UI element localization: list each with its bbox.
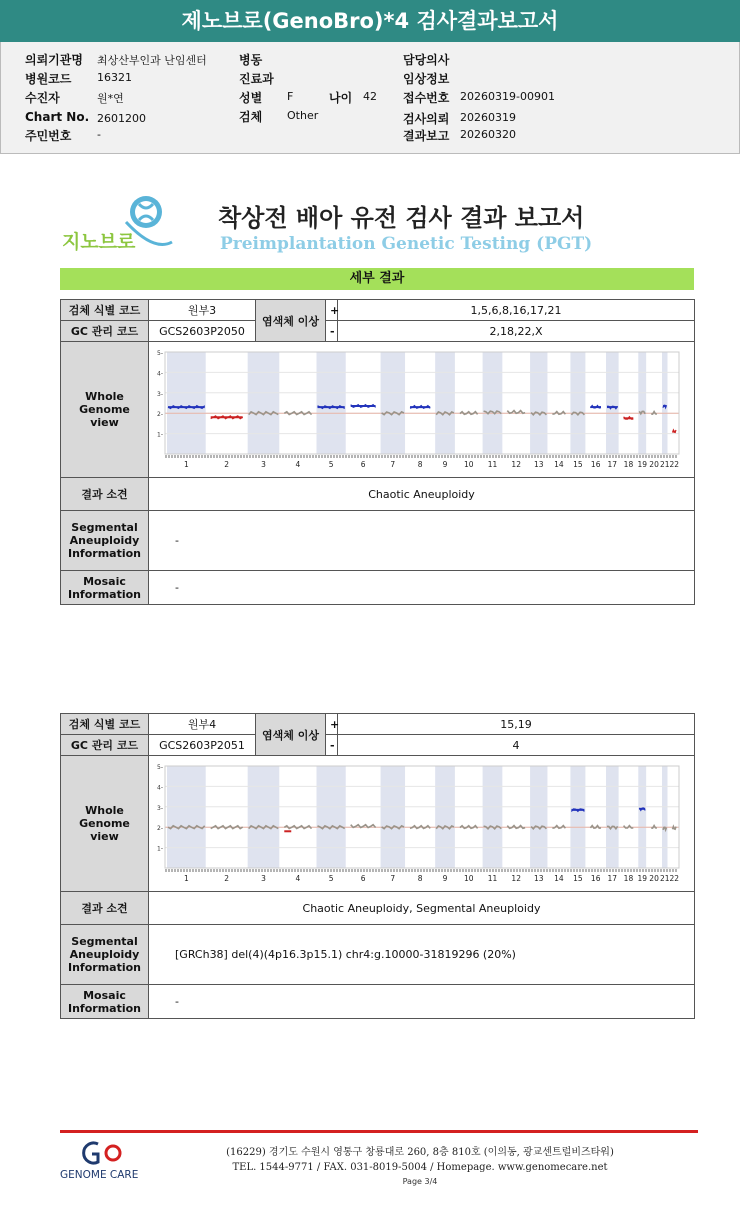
gain-sign: + xyxy=(326,714,338,735)
finding-label: 결과 소견 xyxy=(61,892,149,925)
segmental-value: - xyxy=(149,511,695,571)
chromosome-band xyxy=(570,352,585,454)
x-tick-label: 16 xyxy=(590,874,601,883)
page-number: Page 3/4 xyxy=(402,1177,438,1186)
segment-points-chr21 xyxy=(663,827,667,830)
x-tick-label: 22 xyxy=(669,460,680,469)
ward-label: 병동 xyxy=(239,53,263,67)
request-date-label: 검사의뢰 xyxy=(403,112,450,126)
chromosome-band xyxy=(167,352,206,454)
gc-code-value: GCS2603P2050 xyxy=(149,321,256,342)
y-tick-label: 5- xyxy=(157,350,163,357)
x-tick-label: 7 xyxy=(390,874,396,883)
gain-chromosomes: 15,19 xyxy=(338,714,695,735)
finding-value: Chaotic Aneuploidy, Segmental Aneuploidy xyxy=(149,892,695,925)
x-tick-label: 9 xyxy=(442,874,448,883)
whole-genome-chart xyxy=(149,756,694,888)
institution-label: 의뢰기관명 xyxy=(25,53,83,67)
chromosome-band xyxy=(317,766,346,868)
loss-sign: - xyxy=(326,321,338,342)
x-tick-label: 12 xyxy=(511,874,521,883)
chromosome-band xyxy=(167,766,206,868)
sample-id-value: 원부3 xyxy=(149,300,256,321)
chromosome-band xyxy=(483,352,503,454)
mosaic-label: Mosaic Information xyxy=(61,985,149,1019)
sample-id-value: 원부4 xyxy=(149,714,256,735)
segment-points-chr8 xyxy=(410,826,430,829)
x-tick-label: 14 xyxy=(554,460,564,469)
section-title-bar: 세부 결과 xyxy=(60,268,694,290)
x-tick-label: 14 xyxy=(554,874,564,883)
x-tick-label: 16 xyxy=(590,460,601,469)
contact-line: TEL. 1544-9771 / FAX. 031-8019-5004 / Homepage. www.genomecare.net xyxy=(232,1162,608,1173)
request-date-value: 20260319 xyxy=(460,111,516,124)
footer-address xyxy=(160,1145,680,1175)
x-tick-label: 21 xyxy=(659,460,670,469)
y-tick-label: 4- xyxy=(157,784,163,792)
gc-code-label: GC 관리 코드 xyxy=(61,735,149,756)
y-tick-label: 3- xyxy=(157,804,163,812)
rrn-label: 주민번호 xyxy=(25,129,72,143)
age-label: 나이 xyxy=(329,91,353,105)
chromosome-band xyxy=(483,766,503,868)
chart-no-label: Chart No. xyxy=(25,110,90,124)
x-tick-label: 4 xyxy=(295,874,301,883)
x-tick-label: 10 xyxy=(463,460,474,469)
gc-code-value: GCS2603P2051 xyxy=(149,735,256,756)
logo-text: 지노브로 xyxy=(62,231,136,253)
sample-result-table-2 xyxy=(60,713,695,1019)
x-tick-label: 1 xyxy=(183,874,189,883)
finding-label: 결과 소견 xyxy=(61,478,149,511)
chromosome-band xyxy=(248,766,280,868)
x-tick-label: 17 xyxy=(607,874,618,883)
finding-value: Chaotic Aneuploidy xyxy=(149,478,695,511)
x-tick-label: 13 xyxy=(533,874,544,883)
patient-info-panel xyxy=(0,42,740,154)
x-tick-label: 6 xyxy=(360,460,366,469)
hospital-code-label: 병원코드 xyxy=(25,72,72,86)
receipt-no-label: 접수번호 xyxy=(403,91,450,105)
y-tick-label: 5- xyxy=(157,764,163,771)
segment-points-chr12 xyxy=(507,411,525,414)
x-tick-label: 8 xyxy=(417,874,423,883)
x-tick-label: 22 xyxy=(669,874,680,883)
loss-sign: - xyxy=(326,735,338,756)
x-tick-label: 12 xyxy=(511,460,521,469)
mosaic-label: Mosaic Information xyxy=(61,571,149,605)
x-tick-label: 4 xyxy=(295,460,301,469)
segmental-label: Segmental Aneuploidy Information xyxy=(61,925,149,985)
loss-chromosomes: 2,18,22,X xyxy=(338,321,695,342)
mosaic-value: - xyxy=(149,985,695,1019)
x-tick-label: 3 xyxy=(261,460,266,469)
gc-code-label: GC 관리 코드 xyxy=(61,321,149,342)
sample-result-table-1 xyxy=(60,299,695,605)
segment-points-chr4 xyxy=(284,412,311,415)
x-tick-label: 11 xyxy=(487,874,498,883)
chromosome-band xyxy=(435,766,455,868)
chromosome-band xyxy=(530,352,547,454)
address-line: (16229) 경기도 수원시 영통구 창룡대로 260, 8층 810호 (이의동, 광교센트럴비즈타워) xyxy=(226,1147,614,1158)
segment-points-chr22 xyxy=(673,827,677,830)
x-tick-label: 9 xyxy=(442,460,448,469)
chart-no-value: 2601200 xyxy=(97,112,146,125)
age-value: 42 xyxy=(363,90,377,103)
x-tick-label: 21 xyxy=(659,874,670,883)
company-name: GENOME CARE xyxy=(60,1169,139,1181)
x-tick-label: 15 xyxy=(573,874,583,883)
sex-value: F xyxy=(287,90,294,103)
chrom-abnormality-label: 염색체 이상 xyxy=(256,714,326,756)
x-tick-label: 7 xyxy=(390,460,396,469)
chromosome-band xyxy=(530,766,547,868)
x-tick-label: 5 xyxy=(328,874,334,883)
chromosome-band xyxy=(435,352,455,454)
x-tick-label: 19 xyxy=(637,460,647,469)
mosaic-value: - xyxy=(149,571,695,605)
segmental-value: [GRCh38] del(4)(4p16.3p15.1) chr4:g.10000-31819296 (20%) xyxy=(149,925,695,985)
x-tick-label: 8 xyxy=(417,460,423,469)
x-tick-label: 19 xyxy=(637,874,647,883)
gain-chromosomes: 1,5,6,8,16,17,21 xyxy=(338,300,695,321)
sex-label: 성별 xyxy=(239,91,263,105)
plot-frame xyxy=(165,352,679,454)
chrom-abnormality-label: 염색체 이상 xyxy=(256,300,326,342)
chromosome-band xyxy=(638,352,646,454)
y-tick-label: 2- xyxy=(157,825,163,833)
segmental-label: Segmental Aneuploidy Information xyxy=(61,511,149,571)
y-tick-label: 1- xyxy=(157,845,163,853)
chromosome-band xyxy=(606,352,619,454)
clinical-info-label: 임상정보 xyxy=(403,72,450,86)
loss-chromosomes: 4 xyxy=(338,735,695,756)
report-date-value: 20260320 xyxy=(460,128,516,141)
genome-care-logo xyxy=(58,1140,158,1185)
report-header-title: 제노브로(GenoBro)*4 검사결과보고서 xyxy=(0,0,740,42)
whole-genome-plot-cell xyxy=(149,342,695,478)
x-tick-label: 17 xyxy=(607,460,618,469)
chromosome-band xyxy=(638,766,646,868)
report-subtitle: Preimplantation Genetic Testing (PGT) xyxy=(220,234,593,254)
x-tick-label: 3 xyxy=(261,874,266,883)
x-tick-label: 11 xyxy=(487,460,498,469)
whole-genome-chart xyxy=(149,342,694,474)
x-tick-label: 20 xyxy=(649,874,659,883)
x-tick-label: 2 xyxy=(224,460,230,469)
whole-genome-label: Whole Genome view xyxy=(61,342,149,478)
dept-label: 진료과 xyxy=(239,72,274,86)
x-tick-label: 5 xyxy=(328,460,334,469)
patient-label: 수진자 xyxy=(25,91,60,105)
chromosome-band xyxy=(662,766,667,868)
chromosome-band xyxy=(381,766,405,868)
chromosome-band xyxy=(317,352,346,454)
x-tick-label: 18 xyxy=(623,874,634,883)
segment-points-chr4 xyxy=(284,826,311,829)
whole-genome-label: Whole Genome view xyxy=(61,756,149,892)
chromosome-band xyxy=(662,352,667,454)
x-tick-label: 15 xyxy=(573,460,583,469)
x-tick-label: 2 xyxy=(224,874,230,883)
y-tick-label: 3- xyxy=(157,390,163,398)
x-tick-label: 10 xyxy=(463,874,474,883)
chromosome-band xyxy=(570,766,585,868)
x-tick-label: 1 xyxy=(183,460,189,469)
genobro-logo xyxy=(60,192,180,258)
sample-id-label: 검체 식별 코드 xyxy=(61,714,149,735)
rrn-value: - xyxy=(97,128,101,141)
report-title: 착상전 배아 유전 검사 결과 보고서 xyxy=(218,204,585,232)
hospital-code-value: 16321 xyxy=(97,71,132,84)
report-date-label: 결과보고 xyxy=(403,129,450,143)
x-tick-label: 6 xyxy=(360,874,366,883)
chromosome-band xyxy=(248,352,280,454)
specimen-label: 검체 xyxy=(239,110,263,124)
y-tick-label: 2- xyxy=(157,411,163,419)
sample-id-label: 검체 식별 코드 xyxy=(61,300,149,321)
x-tick-label: 18 xyxy=(623,460,634,469)
whole-genome-plot-cell xyxy=(149,756,695,892)
chromosome-band xyxy=(381,352,405,454)
y-tick-label: 1- xyxy=(157,431,163,439)
institution-value: 최상산부인과 난임센터 xyxy=(97,54,207,67)
patient-value: 원*연 xyxy=(97,92,124,105)
chromosome-band xyxy=(606,766,619,868)
x-tick-label: 13 xyxy=(533,460,544,469)
plot-frame xyxy=(165,766,679,868)
receipt-no-value: 20260319-00901 xyxy=(460,90,555,103)
specimen-value: Other xyxy=(287,109,319,122)
gain-sign: + xyxy=(326,300,338,321)
y-tick-label: 4- xyxy=(157,370,163,378)
x-tick-label: 20 xyxy=(649,460,659,469)
footer-divider xyxy=(60,1130,698,1133)
doctor-label: 담당의사 xyxy=(403,53,450,67)
